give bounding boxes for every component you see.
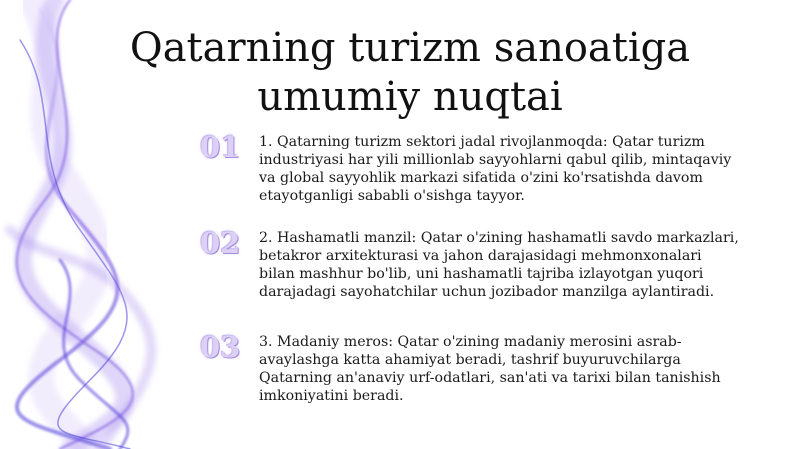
- item-number-02: 02: [200, 226, 241, 260]
- item-text: 1. Qatarning turizm sektori jadal rivojlanmoqda: Qatar turizm industriyasi har yili millionlab sayyohlarni qabul qilib, mintaqaviy va global sayyohlik markazi sifatida o'zini ko'rsatishda davom etayotganligi sababli o'sishga tayyor.: [259, 134, 732, 204]
- item-number-03: 03: [200, 330, 241, 364]
- item-number-01: 01: [200, 130, 241, 164]
- item-text: 2. Hashamatli manzil: Qatar o'zining hashamatli savdo markazlari, betakror arxitekturasi va jahon darajasidagi mehmonxonalari bilan mashhur bo'lib, uni hashamatli tajriba izlayotgan yuqori darajadagi sayohatchilar uchun jozibador manzilga aylantiradi.: [259, 230, 739, 300]
- item-text: 3. Madaniy meros: Qatar o'zining madaniy merosini asrab-avaylashga katta ahamiyat beradi, tashrif buyuruvchilarga Qatarning an'anaviy urf-odatlari, san'ati va tarixi bilan tanishish imkoniyatini beradi.: [259, 334, 721, 404]
- slide-title: Qatarning turizm sanoatiga umumiy nuqtai: [129, 25, 691, 120]
